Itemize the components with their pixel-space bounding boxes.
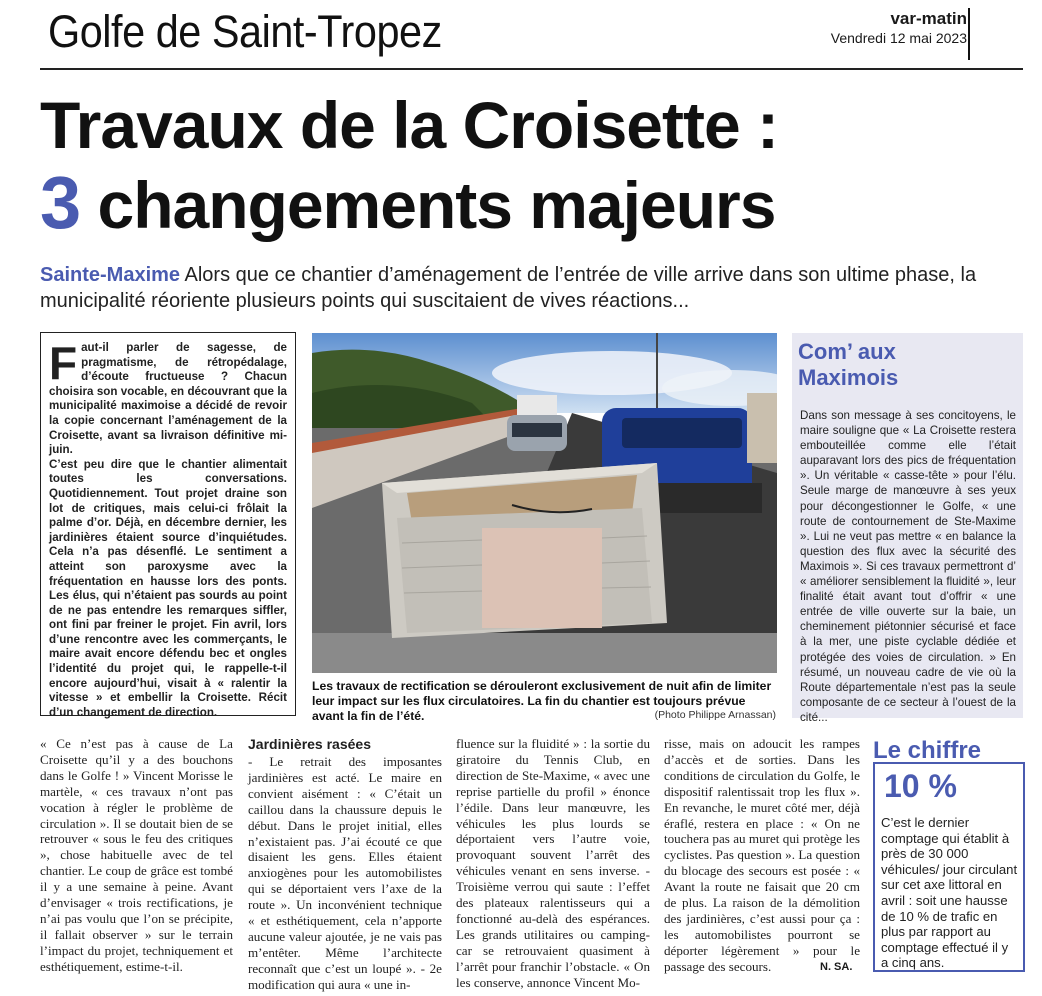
intro-p1: aut-il parler de sagesse, de pragmatisme, de rétropédalage, d’écoute fructueuse ? Chacun choisira son vocable, en découvrant que la municipalité maximoise a décidé de revoir la copie concernant l’aménagement de la Croisette, avant sa livraison définitive mi-juin.	[49, 341, 287, 457]
column-3: fluence sur la fluidité » : la sortie du giratoire du Tennis Club, en direction de Ste-Maxime, « avec une reprise partielle du profil » énonce l’édile. Dans leur manœuvre, les véhicules les plus lourds se déportaient vers l’autre voie, provoquant souvent l’arrêt des véhicules venant en sens inverse. - Troisième verrou qui saute : l’effet des plateaux ralentisseurs qui a fonctionné au-delà des espérances. Les grands utilitaires ou camping-car se retrouvaient quasiment à l’arrêt pour franchir l’obstacle. « On les conserve, annonce Vincent Mo-	[456, 736, 650, 990]
column-1: « Ce n’est pas à cause de La Croisette qu’il y a des bouchons dans le Golfe ! » Vincent Morisse le martèle, « ces travaux n’ont pas vocation à régler le problème de circulation ». Il se doutait bien de se retrouver « sous le feu des critiques », chose habituelle avec de tel chantier. Le coup de grâce est tombé il y a une semaine à peine. Avant d’envisager « trois rectifications, je n’ai pas voulu que l’on se précipite, il fallait observer » sur le terrain l’impact du projet, techniquement et esthétiquement, estime-t-il.	[40, 736, 233, 974]
sidebar-title	[798, 339, 898, 391]
column-2	[248, 736, 442, 993]
chiffre-heading: Le chiffre	[873, 737, 982, 764]
headline-line2-text: changements majeurs	[80, 168, 776, 242]
chiffre-text: C’est le dernier comptage qui établit à près de 30 000 véhicules/ jour circulant sur cet axe littoral en avril : soit une hausse de 10 % de trafic en plus par rapport au comptage effectué il y a cinq ans.	[881, 815, 1018, 971]
headline-line2	[40, 161, 778, 244]
photo-illustration	[312, 333, 777, 673]
chiffre-number: 10 %	[884, 768, 957, 804]
intro-text	[49, 337, 287, 720]
drop-cap: F	[49, 337, 78, 389]
sidebar-title-line2: Maximois	[798, 365, 899, 390]
masthead-divider	[968, 8, 970, 60]
photo-credit: (Photo Philippe Arnassan)	[654, 709, 776, 721]
author-signature: N. SA.	[820, 961, 853, 973]
headline-number: 3	[40, 161, 81, 244]
header-rule	[40, 68, 1023, 70]
intro-box	[40, 332, 296, 719]
masthead	[831, 10, 967, 48]
column-4: risse, mais on adoucit les rampes d’accès et de sorties. Dans les conditions de circulation du Golfe, le dispositif ralentissait trop les flux ». En revanche, le muret côté mer, déjà éraflé, restera en place : « On ne touchera pas au muret qui protège les cyclistes. Pas question ». La question du blocage des secours est posée : « Avant la route ne faisait que 20 cm de plus. La raison de la démolition des jardinières, c’est aussi pour ça : les automobilistes pourront se déporter légèrement » pour le passage des secours.	[664, 736, 860, 974]
photo-caption: Les travaux de rectification se dérouleront exclusivement de nuit afin de limiter leur impact sur les flux circulatoires. La fin du chantier est toujours prévue avant la fin de l’été.	[312, 679, 772, 723]
article-photo	[312, 333, 777, 673]
lede-text: Alors que ce chantier d’aménagement de l’entrée de ville arrive dans son ultime phase, la municipalité réoriente plusieurs points qui suscitaient de vives réactions...	[40, 264, 977, 312]
sidebar-text: Dans son message à ses concitoyens, le maire souligne que « La Croisette restera embouteillée comme elle l’était auparavant lors des pics de fréquentation ». Un véritable « casse-tête » pour l’élu. Seule marge de manœuvre à ses yeux pour décongestionner le Golfe, « une route de contournement de Ste-Maxime ». Lui ne veut pas mettre « en balance la question des flux avec la sécurité des Maximois ». Si ces travaux permettront d’ « améliorer sensiblement la fluidité », leur finalité était avant tout d’offrir « une entrée de ville ouverte sur la baie, un cheminement piétonnier sécurisé et face à la mer, une piste cyclable dédiée et protégée des voies de circulation. » En résumé, un nouveau cadre de vie où la Route départementale n’est pas la seule composante de ce secteur à l’ouest de la cité...	[800, 409, 1016, 724]
sidebar-title-line1: Com’ aux	[798, 339, 896, 364]
lede-location: Sainte-Maxime	[40, 264, 181, 286]
subhead-jardinieres: Jardinières rasées	[248, 736, 371, 752]
section-title: Golfe de Saint-Tropez	[48, 6, 442, 57]
column-2-text: - Le retrait des imposantes jardinières est acté. Le maire en convient aisément : « C’était un caillou dans la chaussure depuis le début. Dans le projet initial, elles n’existaient pas. J’ai écouté ce que disaient les gens. Elles étaient anxiogènes pour les automobilistes qui se déportaient vers l’axe de la route ». Un inconvénient technique « et esthétiquement, cela n’apporte aucune valeur ajoutée, je ne vais pas m’entêter. Même l’architecte reconnaît que c’est un loupé ». - 2e modification qui aura « une in-	[248, 754, 442, 992]
brand-name: var-matin	[890, 9, 967, 28]
lede	[40, 262, 1020, 314]
headline-line1: Travaux de la Croisette :	[40, 88, 778, 162]
issue-date: Vendredi 12 mai 2023	[830, 30, 967, 46]
intro-p2: C’est peu dire que le chantier alimentait toutes les conversations. Quotidiennement. Tout projet draine son lot de critiques, mais celui-ci frôlait la palme d’or. Déjà, en décembre dernier, les jardinières étaient source d’inquiétudes. Cela n’a pas désenflé. Le sentiment a atteint son paroxysme avec la fréquentation en hausse lors des ponts. Les élus, qui n’étaient pas sourds au point de ne pas entendre les remarques siffler, ont fini par freiner le projet. Fin avril, lors d’une rencontre avec les commerçants, le maire avait encore défendu bec et ongles l’identité du projet qui, le rappelle-t-il encore aujourd’hui, visait à « ralentir la vitesse » et embellir la Croisette. Récit d’un changement de direction.	[49, 457, 287, 719]
headline	[40, 86, 778, 244]
